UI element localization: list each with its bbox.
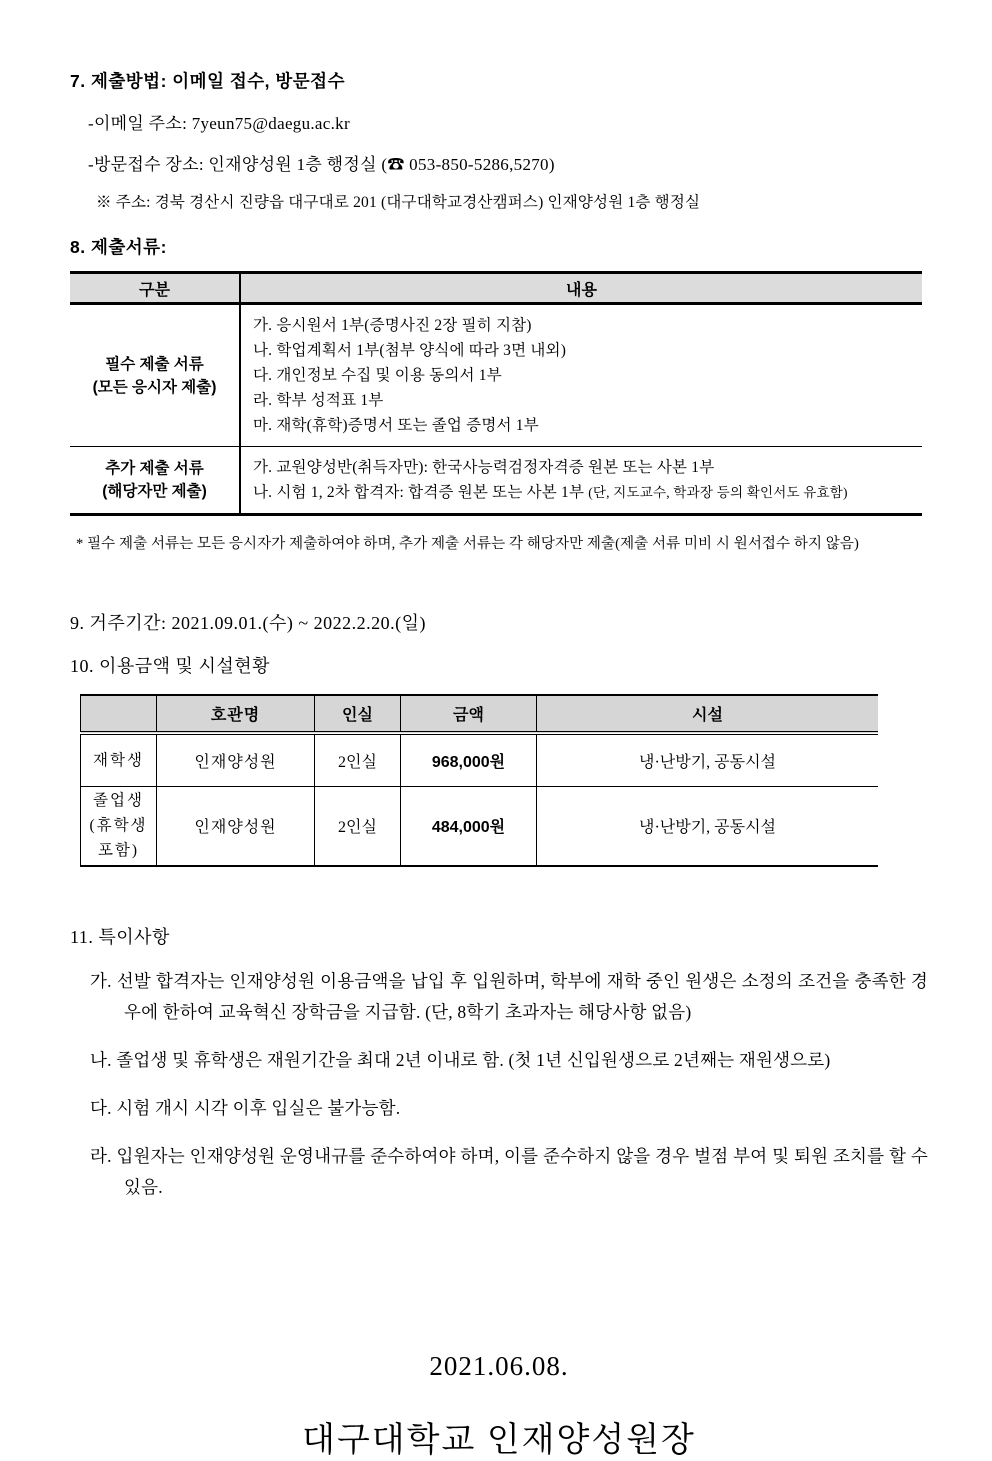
section7-visit-line: -방문접수 장소: 인재양성원 1층 행정실 (☎ 053-850-5286,5270)	[88, 155, 555, 174]
doc-item-text: 나. 시험 1, 2차 합격자: 합격증 원본 또는 사본 1부	[253, 484, 585, 501]
type-line: 졸업생	[93, 792, 144, 810]
category-line: (해당자만 제출)	[102, 483, 207, 500]
table-row	[81, 786, 879, 866]
category-line: 추가 제출 서류	[105, 460, 204, 477]
type-line: 재학생	[93, 751, 144, 769]
category-line: (모든 응시자 제출)	[92, 378, 217, 396]
row-room: 2인실	[315, 786, 401, 866]
table-header-row	[81, 695, 879, 733]
section7-email-line: -이메일 주소: 7yeun75@daegu.ac.kr	[88, 114, 350, 133]
row-type	[81, 733, 157, 786]
table-row	[70, 447, 922, 515]
section9-residence-period: 9. 거주기간: 2021.09.01.(수) ~ 2022.2.20.(일)	[70, 613, 427, 633]
required-docs-items	[240, 304, 922, 447]
row-fee: 968,000원	[401, 733, 537, 786]
special-note-item: 나. 졸업생 및 휴학생은 재원기간을 최대 2년 이내로 함. (첫 1년 신입원생으로 2년째는 재원생으로)	[90, 1050, 831, 1070]
table-header-row	[70, 273, 922, 304]
row-fee: 484,000원	[401, 786, 537, 866]
row-building: 인재양성원	[157, 733, 315, 786]
required-docs-category	[70, 304, 240, 447]
header-building: 호관명	[157, 695, 315, 733]
row-type	[81, 786, 157, 866]
doc-item: 가. 교원양성반(취득자만): 한국사능력검정자격증 원본 또는 사본 1부	[253, 459, 715, 476]
section7-heading: 7. 제출방법: 이메일 접수, 방문접수	[70, 71, 345, 91]
row-facilities: 냉·난방기, 공동시설	[537, 733, 879, 786]
doc-item-note: (단, 지도교수, 학과장 등의 확인서도 유효함)	[588, 485, 848, 500]
header-room: 인실	[315, 695, 401, 733]
doc-item: 다. 개인정보 수집 및 이용 동의서 1부	[253, 367, 502, 384]
document-date: 2021.06.08.	[429, 1351, 569, 1381]
section8-heading: 8. 제출서류:	[70, 237, 167, 257]
header-blank	[81, 695, 157, 733]
row-facilities: 냉·난방기, 공동시설	[639, 819, 776, 837]
special-note-item: 가. 선발 합격자는 인재양성원 이용금액을 납입 후 입원하며, 학부에 재학 중인 원생은 소정의 조건을 충족한 경우에 한하여 교육혁신 장학금을 지급함. (단, 8학기 초과자는 해당사항 없음)	[90, 971, 928, 1022]
doc-item: 나. 학업계획서 1부(첨부 양식에 따라 3면 내외)	[253, 342, 567, 359]
row-building: 인재양성원	[157, 786, 315, 866]
fee-facility-table	[80, 694, 878, 867]
header-fee: 금액	[401, 695, 537, 733]
submission-documents-table	[70, 271, 922, 516]
category-line: 필수 제출 서류	[105, 355, 204, 373]
table-footnote: * 필수 제출 서류는 모든 응시자가 제출하여야 하며, 추가 제출 서류는 각 해당자만 제출(제출 서류 미비 시 원서접수 하지 않음)	[76, 536, 859, 552]
additional-docs-category	[70, 447, 240, 515]
doc-item: 가. 응시원서 1부(증명사진 2장 필히 지참)	[253, 317, 532, 334]
doc-item	[253, 480, 916, 505]
doc-item: 마. 재학(휴학)증명서 또는 졸업 증명서 1부	[253, 417, 539, 434]
special-note-item: 다. 시험 개시 시각 이후 입실은 불가능함.	[90, 1098, 401, 1118]
type-line: (휴학생	[89, 817, 148, 835]
header-facilities: 시설	[537, 695, 879, 733]
header-content: 내용	[240, 273, 922, 304]
special-note-item: 라. 입원자는 인재양성원 운영내규를 준수하여야 하며, 이를 준수하지 않을 경우 벌점 부여 및 퇴원 조치를 할 수 있음.	[90, 1146, 928, 1197]
header-category: 구분	[70, 273, 240, 304]
type-line: 포함)	[97, 842, 140, 860]
signature-title: 대구대학교 인재양성원장	[302, 1422, 696, 1459]
table-row	[70, 304, 922, 447]
row-room: 2인실	[315, 733, 401, 786]
section7-address-note: ※ 주소: 경북 경산시 진량읍 대구대로 201 (대구대학교경산캠퍼스) 인재양성원 1층 행정실	[96, 194, 701, 211]
additional-docs-items	[240, 447, 922, 515]
section10-heading: 10. 이용금액 및 시설현황	[70, 656, 270, 676]
section11-heading: 11. 특이사항	[70, 927, 170, 947]
table-row	[81, 733, 879, 786]
doc-item: 라. 학부 성적표 1부	[253, 392, 384, 409]
section11-items	[90, 966, 928, 1203]
